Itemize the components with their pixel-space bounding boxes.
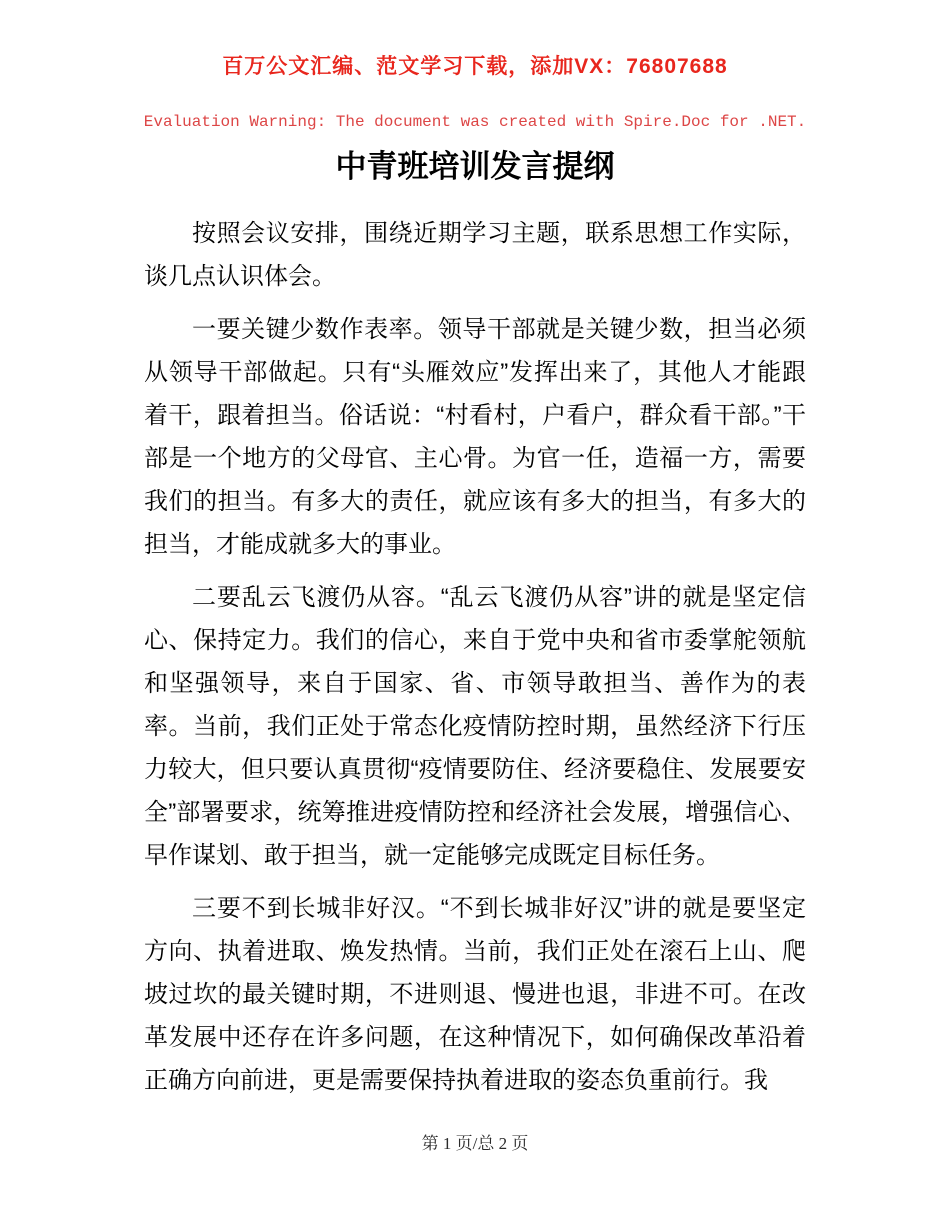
document-body: [144, 212, 806, 1102]
paragraph-point-3: 三要不到长城非好汉。“不到长城非好汉”讲的就是要坚定方向、执着进取、焕发热情。当前，我们正处在滚石上山、爬坡过坎的最关键时期，不进则退、慢进也退，非进不可。在改革发展中还存在许多问题，在这种情况下，如何确保改革沿着正确方向前进，更是需要保持执着进取的姿态负重前行。我: [144, 895, 806, 1094]
evaluation-warning-text: Evaluation Warning: The document was created with Spire.Doc for .NET.: [143, 113, 807, 131]
promo-header-text: 百万公文汇编、范文学习下载，添加VX：76807688: [222, 55, 728, 78]
paragraph-point-2: 二要乱云飞渡仍从容。“乱云飞渡仍从容”讲的就是坚定信心、保持定力。我们的信心，来自于党中央和省市委掌舵领航和坚强领导，来自于国家、省、市领导敢担当、善作为的表率。当前，我们正处于常态化疫情防控时期，虽然经济下行压力较大，但只要认真贯彻“疫情要防住、经济要稳住、发展要安全”部署要求，统筹推进疫情防控和经济社会发展，增强信心、早作谋划、敢于担当，就一定能够完成既定目标任务。: [144, 584, 806, 869]
paragraph-intro: 按照会议安排，围绕近期学习主题，联系思想工作实际，谈几点认识体会。: [144, 220, 806, 290]
paragraph-point-1: 一要关键少数作表率。领导干部就是关键少数，担当必须从领导干部做起。只有“头雁效应”发挥出来了，其他人才能跟着干，跟着担当。俗话说：“村看村，户看户，群众看干部。”干部是一个地方的父母官、主心骨。为官一任，造福一方，需要我们的担当。有多大的责任，就应该有多大的担当，有多大的担当，才能成就多大的事业。: [144, 316, 806, 558]
page-number-indicator: 第 1 页/总 2 页: [421, 1134, 529, 1153]
page-title: 中青班培训发言提纲: [335, 149, 615, 184]
